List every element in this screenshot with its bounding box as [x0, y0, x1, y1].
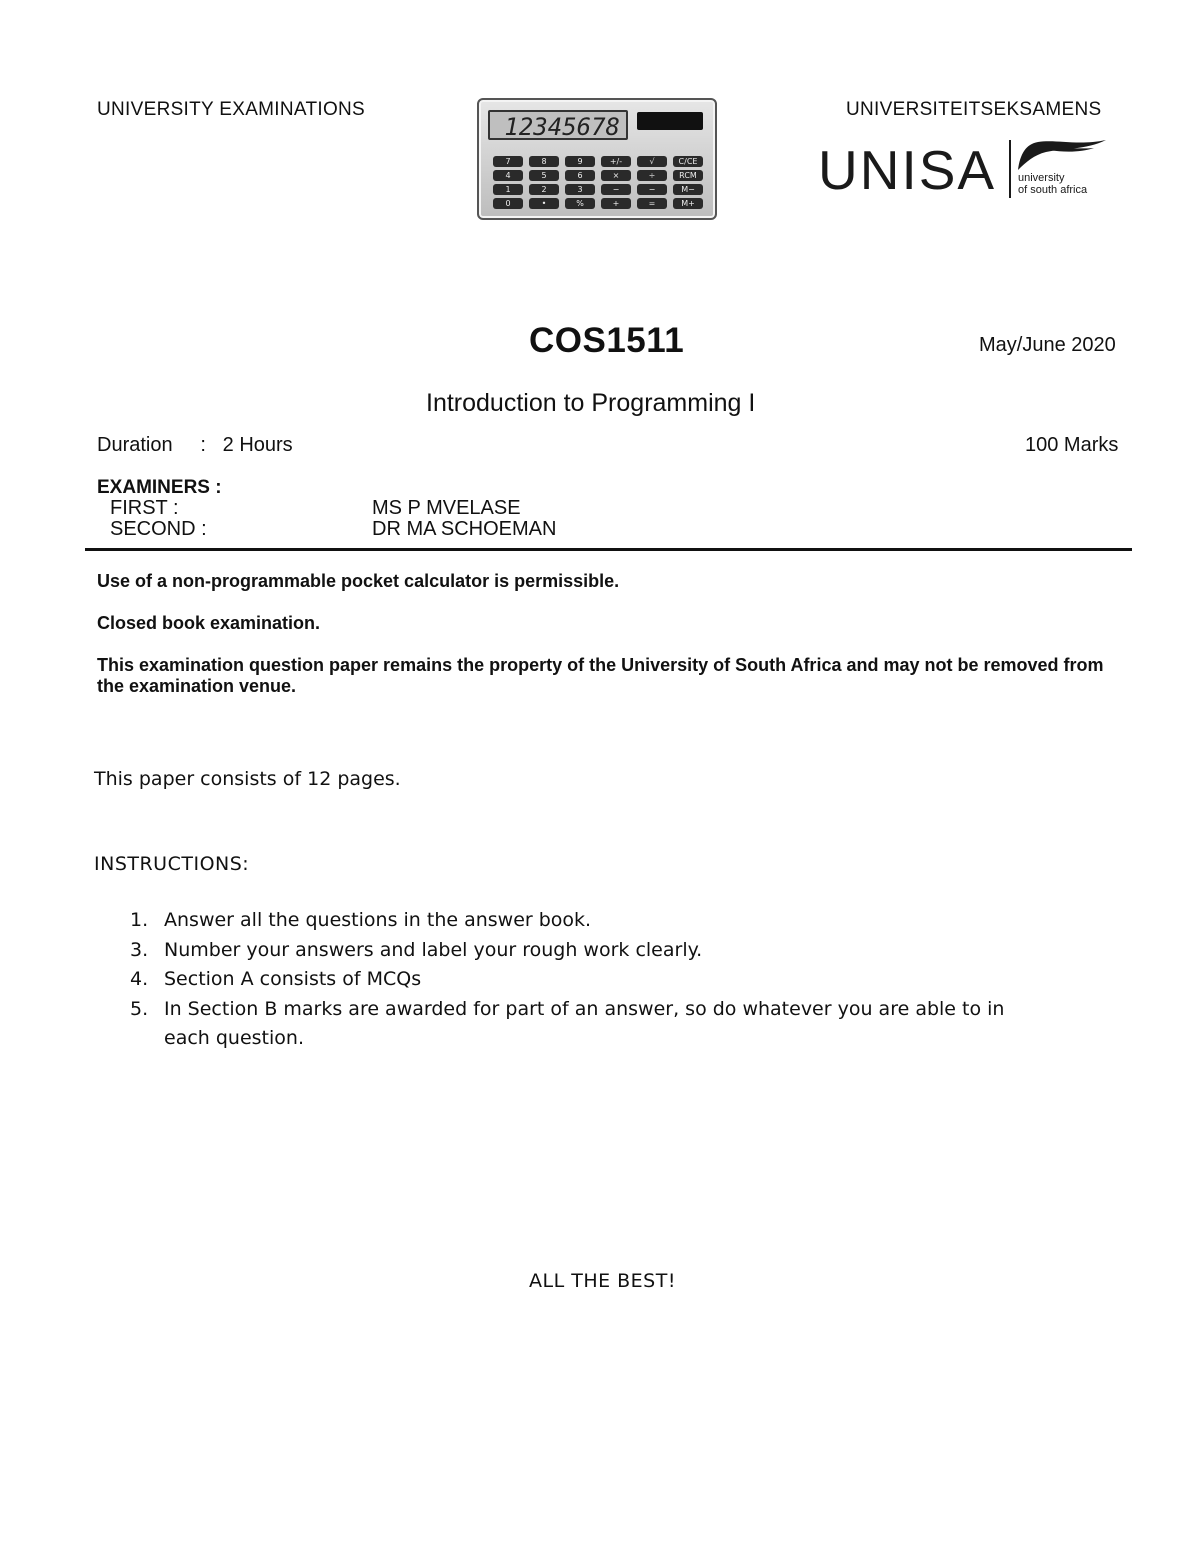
calculator-key: RCM	[673, 170, 703, 181]
unisa-logo-divider	[1009, 140, 1011, 198]
course-code: COS1511	[529, 321, 685, 360]
calculator-key: 6	[565, 170, 595, 181]
calculator-key: •	[529, 198, 559, 209]
calculator-key: +	[601, 198, 631, 209]
calculator-key: ÷	[637, 170, 667, 181]
calculator-key: %	[565, 198, 595, 209]
calculator-key: C/CE	[673, 156, 703, 167]
calculator-key: =	[637, 198, 667, 209]
page-count-note: This paper consists of 12 pages.	[94, 768, 401, 790]
calculator-key: 8	[529, 156, 559, 167]
course-title: Introduction to Programming I	[426, 389, 756, 417]
calculator-solar-panel	[637, 112, 703, 130]
calculator-key: −	[637, 184, 667, 195]
calculator-key: 2	[529, 184, 559, 195]
notice-calculator: Use of a non-programmable pocket calculator is permissible.	[97, 571, 620, 591]
calculator-key: −	[601, 184, 631, 195]
list-item: 4. Section A consists of MCQs	[130, 968, 422, 990]
duration: Duration : 2 Hours	[97, 434, 293, 456]
calculator-key: ×	[601, 170, 631, 181]
notice-closed-book: Closed book examination.	[97, 613, 321, 633]
calculator-image	[477, 98, 717, 220]
horizontal-rule	[85, 548, 1132, 551]
calculator-key: 0	[493, 198, 523, 209]
calculator-display: 12345678	[488, 110, 628, 140]
calculator-key: 7	[493, 156, 523, 167]
calculator-key: M+	[673, 198, 703, 209]
calculator-key: 3	[565, 184, 595, 195]
first-examiner-name: MS P MVELASE	[372, 497, 521, 519]
first-examiner-label: FIRST :	[110, 497, 179, 519]
list-item: 1. Answer all the questions in the answer book.	[130, 909, 592, 931]
closing-message: ALL THE BEST!	[529, 1270, 676, 1292]
instructions-heading: INSTRUCTIONS:	[94, 853, 250, 875]
calculator-keypad	[493, 156, 705, 209]
header-universiteitseksamens: UNIVERSITEITSEKSAMENS	[846, 99, 1102, 120]
calculator-key: +/-	[601, 156, 631, 167]
examiners-heading: EXAMINERS :	[97, 477, 222, 498]
unisa-bird-icon	[1016, 136, 1108, 172]
calculator-key: M−	[673, 184, 703, 195]
calculator-key: √	[637, 156, 667, 167]
unisa-logo-wordmark: UNISA	[818, 139, 997, 201]
header-university-examinations: UNIVERSITY EXAMINATIONS	[97, 99, 366, 120]
exam-session: May/June 2020	[979, 334, 1116, 356]
list-item: 5. In Section B marks are awarded for part of an answer, so do whatever you are able to in each question.	[130, 997, 1005, 1049]
calculator-key: 9	[565, 156, 595, 167]
notice-property: This examination question paper remains the property of the University of South Africa and may not be removed from the examination venue.	[97, 655, 1104, 696]
unisa-logo-tagline: university of south africa	[1018, 172, 1088, 196]
list-item: 3. Number your answers and label your rough work clearly.	[130, 938, 703, 961]
instructions-list	[130, 906, 1030, 1054]
second-examiner-label: SECOND :	[110, 518, 207, 540]
calculator-key: 5	[529, 170, 559, 181]
calculator-key: 1	[493, 184, 523, 195]
calculator-key: 4	[493, 170, 523, 181]
second-examiner-name: DR MA SCHOEMAN	[372, 518, 557, 540]
total-marks: 100 Marks	[1025, 434, 1119, 456]
